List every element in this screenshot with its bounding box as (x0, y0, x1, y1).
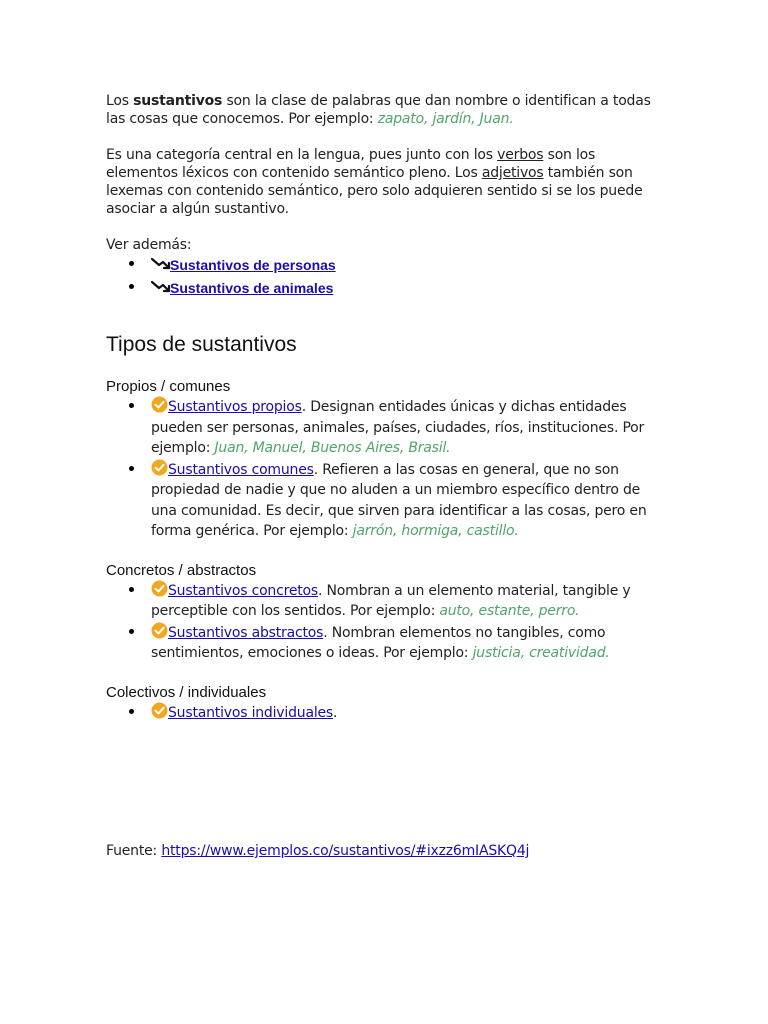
group-heading-concretos-abstractos: Concretos / abstractos (106, 561, 257, 579)
intro-text: Es una categoría central en la lengua, pues junto con los (106, 147, 498, 163)
list-item (106, 580, 666, 622)
intro-keyword: sustantivos (133, 93, 223, 109)
arrow-icon (151, 280, 171, 294)
arrow-icon (151, 257, 171, 271)
type-list (106, 702, 666, 724)
item-description: . Refieren a las cosas en general, que no son propiedad de nadie y que no aluden a un miembro específico dentro de una comunidad. Es decir, que sirven para identificar a las cosas, pero en forma genérica. Por ejemplo: (151, 461, 647, 539)
list-item (106, 622, 666, 664)
item-description: . (333, 704, 338, 721)
check-circle-icon (151, 396, 168, 413)
source-link[interactable]: https://www.ejemplos.co/sustantivos/#ixzz6mIASKQ4j (161, 843, 530, 859)
sustantivos-abstractos-link[interactable]: Sustantivos abstractos (168, 624, 324, 641)
item-description: . Designan entidades únicas y dichas entidades pueden ser personas, animales, países, ciudades, ríos, instituciones. Por ejemplo: (151, 399, 645, 456)
check-circle-icon (151, 702, 168, 719)
list-item (106, 702, 666, 724)
item-example: jarrón, hormiga, castillo. (352, 523, 519, 539)
sustantivos-comunes-link[interactable]: Sustantivos comunes (168, 461, 314, 478)
intro-paragraph-2 (106, 146, 666, 218)
sustantivos-propios-link[interactable]: Sustantivos propios (168, 399, 302, 415)
source-line (106, 842, 529, 860)
see-also-label: Ver además: (106, 237, 192, 253)
item-description: . Nombran elementos no tangibles, como sentimientos, emociones o ideas. Por ejemplo: (151, 624, 606, 661)
intro-text: son los elementos léxicos con contenido semántico pleno. Los (106, 147, 596, 181)
item-example: justicia, creatividad. (472, 645, 610, 661)
list-item (106, 459, 666, 542)
item-description: . Nombran a un elemento material, tangible y perceptible con los sentidos. Por ejemplo: (151, 582, 631, 619)
sustantivos-individuales-link[interactable]: Sustantivos individuales (168, 704, 334, 721)
check-circle-icon (151, 459, 168, 476)
see-also-link-animales[interactable]: Sustantivos de animales (170, 280, 334, 296)
list-item (106, 277, 666, 300)
group-heading-propios-comunes: Propios / comunes (106, 378, 231, 395)
see-also-list (106, 254, 666, 300)
intro-example: zapato, jardín, Juan. (377, 111, 514, 127)
type-list (106, 580, 666, 664)
group-heading-colectivos-individuales: Colectivos / individuales (106, 683, 267, 701)
check-circle-icon (151, 622, 168, 639)
intro-text: son la clase de palabras que dan nombre o identifican a todas las cosas que conocemos. Por ejemplo: (106, 93, 651, 127)
item-example: auto, estante, perro. (439, 603, 580, 619)
article-body (106, 90, 666, 723)
verbos-link[interactable]: verbos (497, 147, 544, 163)
check-circle-icon (151, 580, 168, 597)
item-example: Juan, Manuel, Buenos Aires, Brasil. (214, 440, 451, 456)
intro-text: también son lexemas con contenido semántico, pero solo adquieren sentido si se los puede asociar a algún sustantivo. (106, 165, 643, 217)
list-item (106, 254, 666, 277)
adjetivos-link[interactable]: adjetivos (481, 165, 544, 181)
type-list (106, 396, 666, 542)
source-label: Fuente: (106, 843, 162, 859)
section-title: Tipos de sustantivos (106, 333, 297, 356)
intro-text: Los (106, 93, 134, 109)
intro-paragraph-1 (106, 92, 666, 128)
list-item (106, 396, 666, 459)
sustantivos-concretos-link[interactable]: Sustantivos concretos (168, 582, 319, 599)
see-also-link-personas[interactable]: Sustantivos de personas (170, 257, 336, 273)
